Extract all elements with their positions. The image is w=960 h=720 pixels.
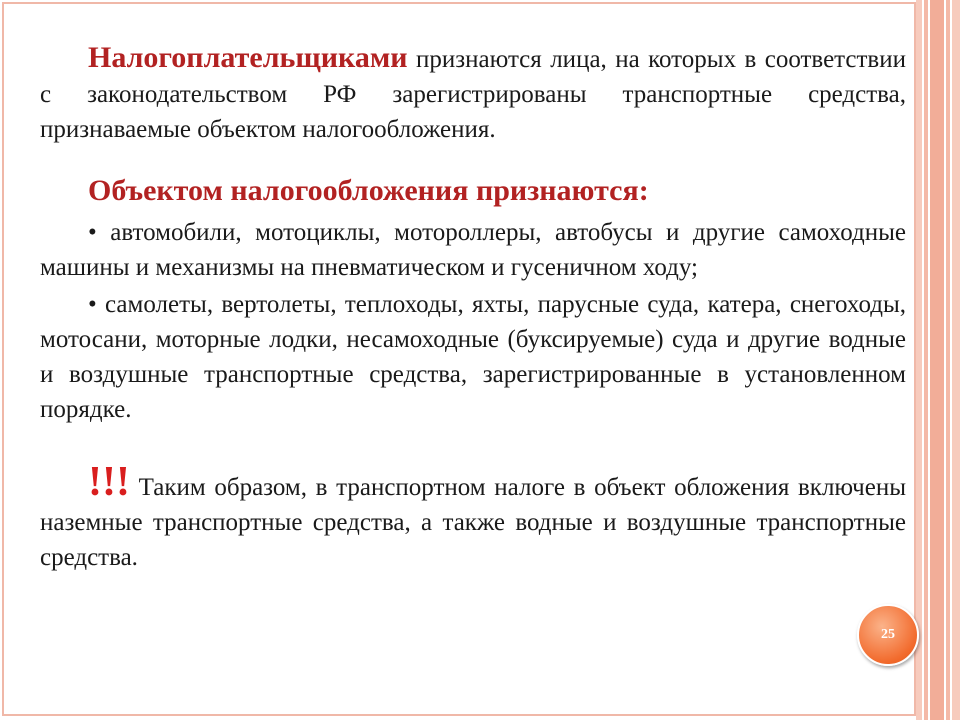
- conclusion-paragraph: [40, 459, 906, 575]
- page-number-badge: 25: [857, 604, 919, 666]
- conclusion-text: Таким образом, в транспортном налоге в объект обложения включены наземные транспортные средства, а также водные и воздушные транспортные средства.: [40, 474, 906, 571]
- section-title: Объектом налогообложения признаются:: [88, 174, 649, 207]
- exclamation-marker: !!!: [88, 459, 130, 505]
- bullet-item: • автомобили, мотоциклы, мотороллеры, автобусы и другие самоходные машины и механизмы на пневматическом и гусеничном ходу;: [40, 219, 906, 281]
- taxpayers-term: Налогоплательщиками: [88, 41, 408, 74]
- decorative-stripes: [916, 0, 960, 720]
- bullet-item: • самолеты, вертолеты, теплоходы, яхты, парусные суда, катера, снегоходы, мотосани, моторные лодки, несамоходные (буксируемые) суда и другие водные и воздушные транспортные средства, зарегистрированные в установленном порядке.: [40, 291, 906, 423]
- taxpayers-definition: признаются лица, на которых в соответствии с законодательством РФ зарегистрированы транспортные средства, признаваемые объектом налогообложения.: [40, 46, 906, 143]
- slide-content: [40, 40, 906, 575]
- taxpayers-paragraph: [40, 40, 906, 147]
